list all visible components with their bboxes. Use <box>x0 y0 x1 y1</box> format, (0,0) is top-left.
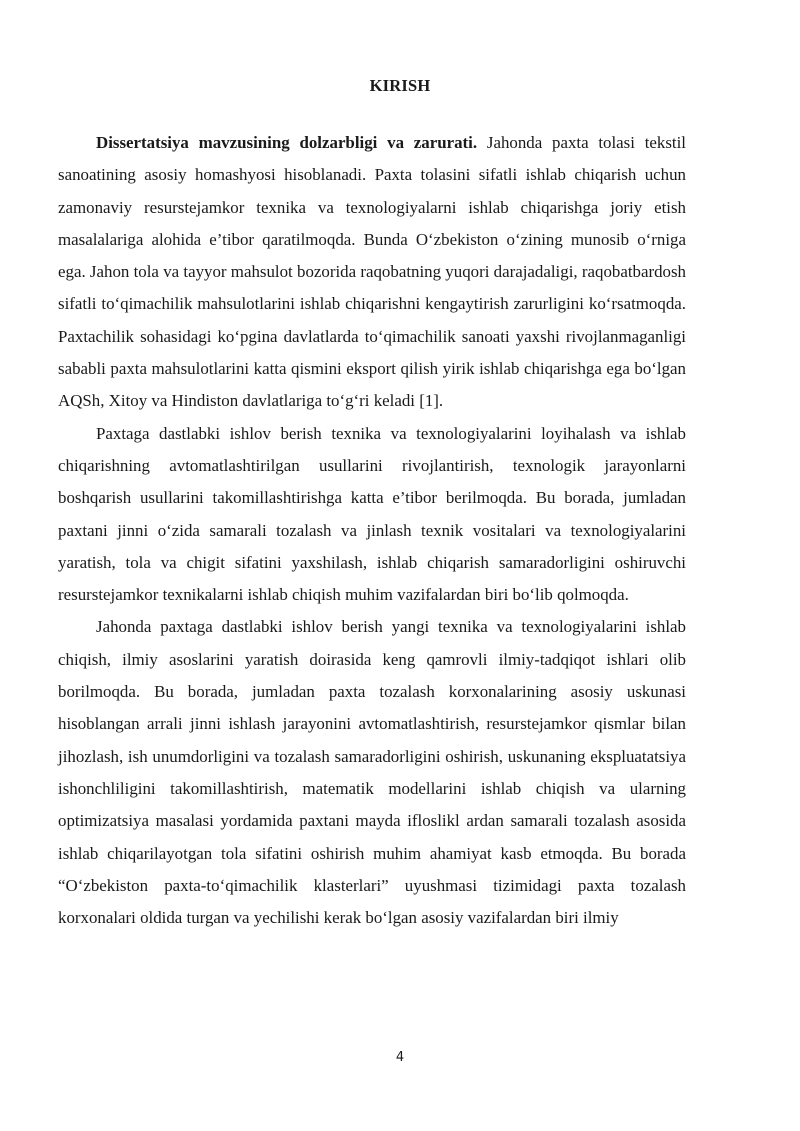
paragraph-text: Jahonda paxta tolasi tekstil sanoatining asosiy homashyosi hisoblanadi. Paxta tolasini sifatli ishlab chiqarish uchun zamonaviy resurstejamkor texnika va texnologiyalarni ishlab chiqarishga joriy etish masalalariga alohida e’tibor qaratilmoqda. Bunda O‘zbekiston o‘zining munosib o‘rniga ega. Jahon tola va tayyor mahsulot bozorida raqobatning yuqori darajadaligi, raqobatbardosh sifatli to‘qimachilik mahsulotlarini ishlab chiqarishni kengaytirish zarurligini ko‘rsatmoqda. Paxtachilik sohasidagi ko‘pgina davlatlarda to‘qimachilik sanoati yaxshi rivojlanmaganligi sababli paxta mahsulotlarini katta qismini eksport qilish yirik ishlab chiqarishga ega bo‘lgan AQSh, Xitoy va Hindiston davlatlariga to‘g‘ri keladi [1]. <box>58 133 686 411</box>
page-number: 4 <box>395 1050 405 1065</box>
body-text <box>58 127 686 934</box>
paragraph-lead: Dissertatsiya mavzusining dolzarbligi va zarurati. <box>96 133 478 152</box>
paragraph-2 <box>58 418 686 612</box>
paragraph-text: Paxtaga dastlabki ishlov berish texnika va texnologiyalarini loyihalash va ishlab chiqarishning avtomatlashtirilgan usullarini rivojlantirish, texnologik jarayonlarni boshqarish usullarini takomillashtirishga katta e’tibor berilmoqda. Bu borada, jumladan paxtani jinni o‘zida samarali tozalash va jinlash texnik vositalari va texnologiyalarini yaratish, tola va chigit sifatini yaxshilash, ishlab chiqarish samaradorligini oshiruvchi resurstejamkor texnikalarni ishlab chiqish muhim vazifalardan biri bo‘lib qolmoqda. <box>58 423 686 605</box>
paragraph-text: Jahonda paxtaga dastlabki ishlov berish yangi texnika va texnologiyalarini ishlab chiqish, ilmiy asoslarini yaratish doirasida keng qamrovli ilmiy-tadqiqot ishlari olib borilmoqda. Bu borada, jumladan paxta tozalash korxonalarining asosiy uskunasi hisoblangan arrali jinni ishlash jarayonini avtomatlashtirish, resurstejamkor qismlar bilan jihozlash, ish unumdorligini va tozalash samaradorligini oshirish, uskunaning ekspluatatsiya ishonchliligini takomillashtirish, matematik modellarini ishlab chiqish va ularning optimizatsiya masalasi yordamida paxtani mayda ifloslikl ardan samarali tozalash asosida ishlab chiqarilayotgan tola sifatini oshirish muhim ahamiyat kasb etmoqda. Bu borada “O‘zbekiston paxta-to‘qimachilik klasterlari” uyushmasi tizimidagi paxta tozalash korxonalari oldida turgan va yechilishi kerak bo‘lgan asosiy vazifalardan biri ilmiy <box>58 617 686 928</box>
paragraph-1 <box>58 127 686 418</box>
section-heading: KIRISH <box>369 76 431 95</box>
paragraph-3 <box>58 611 686 934</box>
